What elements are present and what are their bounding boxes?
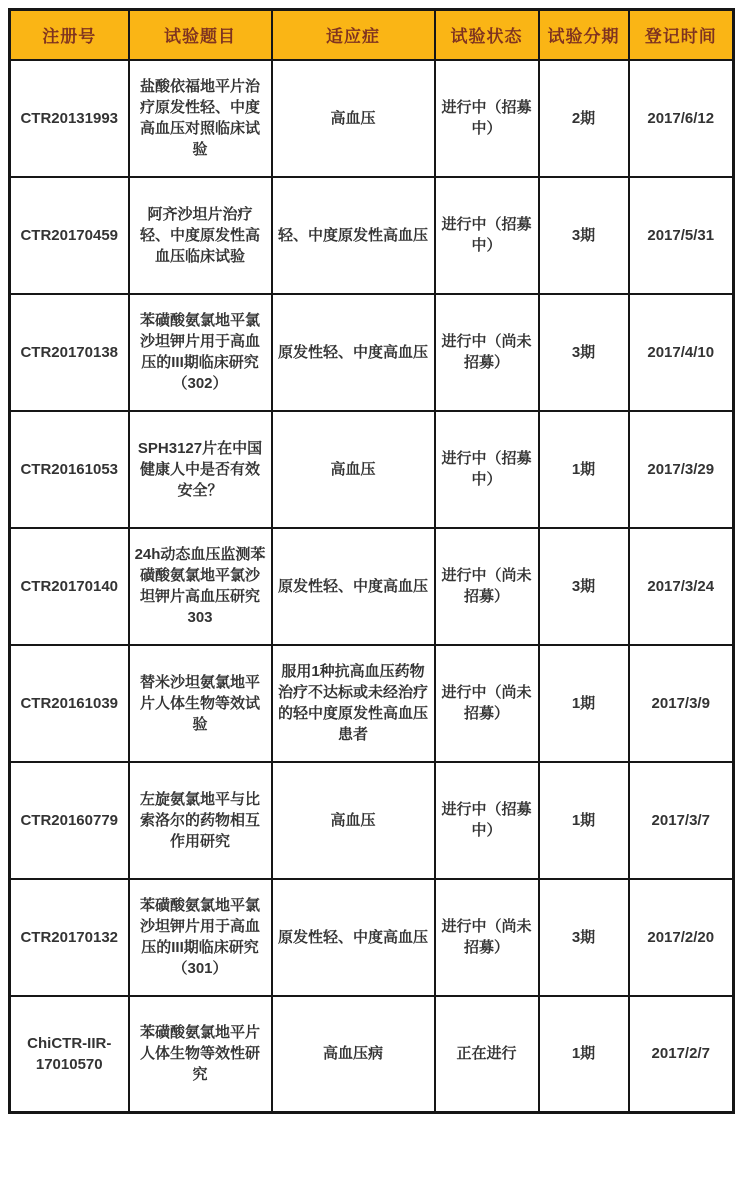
cell-status: 进行中（招募中） (435, 411, 539, 528)
col-header-registered-date: 登记时间 (629, 10, 734, 60)
cell-indication: 高血压病 (272, 996, 435, 1113)
cell-title: 左旋氨氯地平与比索洛尔的药物相互作用研究 (129, 762, 272, 879)
cell-reg-no: CTR20170132 (10, 879, 129, 996)
cell-reg-no: ChiCTR-IIR-17010570 (10, 996, 129, 1113)
table-row (10, 294, 734, 411)
cell-phase: 2期 (539, 60, 629, 177)
cell-status: 进行中（招募中） (435, 60, 539, 177)
col-header-trial-status: 试验状态 (435, 10, 539, 60)
cell-indication: 原发性轻、中度高血压 (272, 528, 435, 645)
table-body (10, 60, 734, 1113)
header-row (10, 10, 734, 60)
cell-date: 2017/5/31 (629, 177, 734, 294)
cell-title: 替米沙坦氨氯地平片人体生物等效试验 (129, 645, 272, 762)
cell-title: 苯磺酸氨氯地平氯沙坦钾片用于高血压的III期临床研究（302） (129, 294, 272, 411)
cell-status: 进行中（尚未招募） (435, 294, 539, 411)
cell-indication: 轻、中度原发性高血压 (272, 177, 435, 294)
cell-indication: 高血压 (272, 60, 435, 177)
cell-phase: 3期 (539, 879, 629, 996)
table-row (10, 411, 734, 528)
cell-status: 进行中（尚未招募） (435, 528, 539, 645)
cell-indication: 原发性轻、中度高血压 (272, 879, 435, 996)
cell-phase: 1期 (539, 645, 629, 762)
cell-indication: 高血压 (272, 411, 435, 528)
table-row (10, 879, 734, 996)
cell-reg-no: CTR20160779 (10, 762, 129, 879)
table-row (10, 528, 734, 645)
cell-status: 进行中（尚未招募） (435, 645, 539, 762)
col-header-trial-title: 试验题目 (129, 10, 272, 60)
col-header-trial-phase: 试验分期 (539, 10, 629, 60)
cell-indication: 原发性轻、中度高血压 (272, 294, 435, 411)
cell-reg-no: CTR20170138 (10, 294, 129, 411)
cell-phase: 3期 (539, 177, 629, 294)
cell-title: 24h动态血压监测苯磺酸氨氯地平氯沙坦钾片高血压研究303 (129, 528, 272, 645)
table-row (10, 177, 734, 294)
table-row (10, 645, 734, 762)
clinical-trials-table (8, 8, 735, 1114)
cell-phase: 3期 (539, 294, 629, 411)
cell-date: 2017/3/9 (629, 645, 734, 762)
table-row (10, 996, 734, 1113)
cell-title: SPH3127片在中国健康人中是否有效安全？ (129, 411, 272, 528)
cell-date: 2017/6/12 (629, 60, 734, 177)
cell-reg-no: CTR20170140 (10, 528, 129, 645)
cell-title: 苯磺酸氨氯地平片人体生物等效性研究 (129, 996, 272, 1113)
cell-phase: 1期 (539, 411, 629, 528)
cell-phase: 1期 (539, 762, 629, 879)
cell-status: 进行中（尚未招募） (435, 879, 539, 996)
cell-title: 阿齐沙坦片治疗轻、中度原发性高血压临床试验 (129, 177, 272, 294)
cell-date: 2017/3/24 (629, 528, 734, 645)
table-row (10, 60, 734, 177)
cell-phase: 3期 (539, 528, 629, 645)
cell-date: 2017/2/7 (629, 996, 734, 1113)
cell-phase: 1期 (539, 996, 629, 1113)
cell-date: 2017/2/20 (629, 879, 734, 996)
cell-title: 苯磺酸氨氯地平氯沙坦钾片用于高血压的III期临床研究（301） (129, 879, 272, 996)
cell-status: 进行中（招募中） (435, 762, 539, 879)
col-header-indication: 适应症 (272, 10, 435, 60)
cell-title: 盐酸依福地平片治疗原发性轻、中度高血压对照临床试验 (129, 60, 272, 177)
cell-date: 2017/4/10 (629, 294, 734, 411)
cell-reg-no: CTR20131993 (10, 60, 129, 177)
cell-date: 2017/3/29 (629, 411, 734, 528)
cell-date: 2017/3/7 (629, 762, 734, 879)
cell-reg-no: CTR20170459 (10, 177, 129, 294)
col-header-registration-no: 注册号 (10, 10, 129, 60)
cell-status: 正在进行 (435, 996, 539, 1113)
cell-reg-no: CTR20161039 (10, 645, 129, 762)
table-row (10, 762, 734, 879)
cell-indication: 高血压 (272, 762, 435, 879)
cell-reg-no: CTR20161053 (10, 411, 129, 528)
cell-status: 进行中（招募中） (435, 177, 539, 294)
cell-indication: 服用1种抗高血压药物治疗不达标或未经治疗的轻中度原发性高血压患者 (272, 645, 435, 762)
